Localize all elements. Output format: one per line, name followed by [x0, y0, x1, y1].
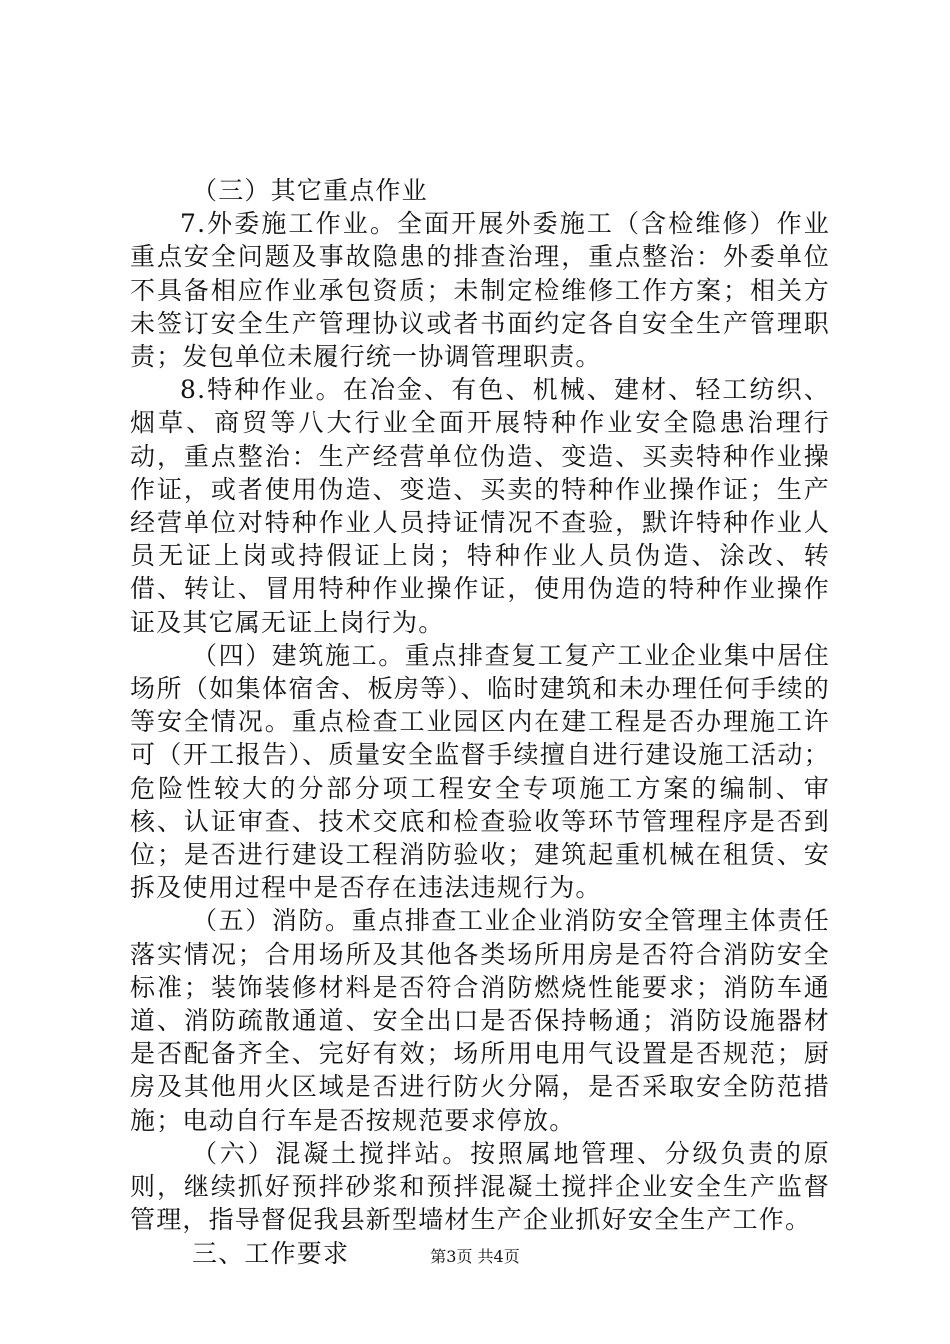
paragraph-fire-safety: （五）消防。重点排查工业企业消防安全管理主体责任落实情况；合用场所及其他各类场所用房是否符合消防安全标准；装饰装修材料是否符合消防燃烧性能要求；消防车通道、消防疏散通道、安全出口是否保持畅通；消防设施器材是否配备齐全、完好有效；场所用电用气设置是否规范；厨房及其他用火区域是否进行防火分隔，是否采取安全防范措施；电动自行车是否按规范要求停放。	[130, 906, 830, 1135]
paragraph-special-operations: 8.特种作业。在冶金、有色、机械、建材、轻工纺织、烟草、商贸等八大行业全面开展特种作业安全隐患治理行动，重点整治：生产经营单位伪造、变造、买卖特种作业操作证，或者使用伪造、变造、买卖的特种作业操作证；生产经营单位对特种作业人员持证情况不查验，默许特种作业人员无证上岗或持假证上岗；特种作业人员伪造、涂改、转借、转让、冒用特种作业操作证，使用伪造的特种作业操作证及其它属无证上岗行为。	[130, 375, 830, 637]
section-heading-other-operations: （三）其它重点作业	[192, 176, 428, 205]
section-heading-work-requirements: 三、工作要求	[192, 1238, 350, 1268]
paragraph-building-construction: （四）建筑施工。重点排查复工复产工业企业集中居住场所（如集体宿舍、板房等）、临时建筑和未办理任何手续的等安全情况。重点检查工业园区内在建工程是否办理施工许可（开工报告）、质量安全监督手续擅自进行建设施工活动；危险性较大的分部分项工程安全专项施工方案的编制、审核、认证审查、技术交底和检查验收等环节管理程序是否到位；是否进行建设工程消防验收；建筑起重机械在租赁、安拆及使用过程中是否存在违法违规行为。	[130, 640, 830, 903]
paragraph-outsourced-construction: 7.外委施工作业。全面开展外委施工（含检维修）作业重点安全问题及事故隐患的排查治理，重点整治：外委单位不具备相应作业承包资质；未制定检维修工作方案；相关方未签订安全生产管理协议或者书面约定各自安全生产管理职责；发包单位未履行统一协调管理职责。	[130, 209, 830, 372]
page-number-footer: 第3页 共4页	[430, 1247, 520, 1266]
paragraph-concrete-mixing-station: （六）混凝土搅拌站。按照属地管理、分级负责的原则，继续抓好预拌砂浆和预拌混凝土搅拌企业安全生产监督管理，指导督促我县新型墙材生产企业抓好安全生产工作。	[130, 1138, 830, 1235]
document-body	[130, 174, 830, 1270]
